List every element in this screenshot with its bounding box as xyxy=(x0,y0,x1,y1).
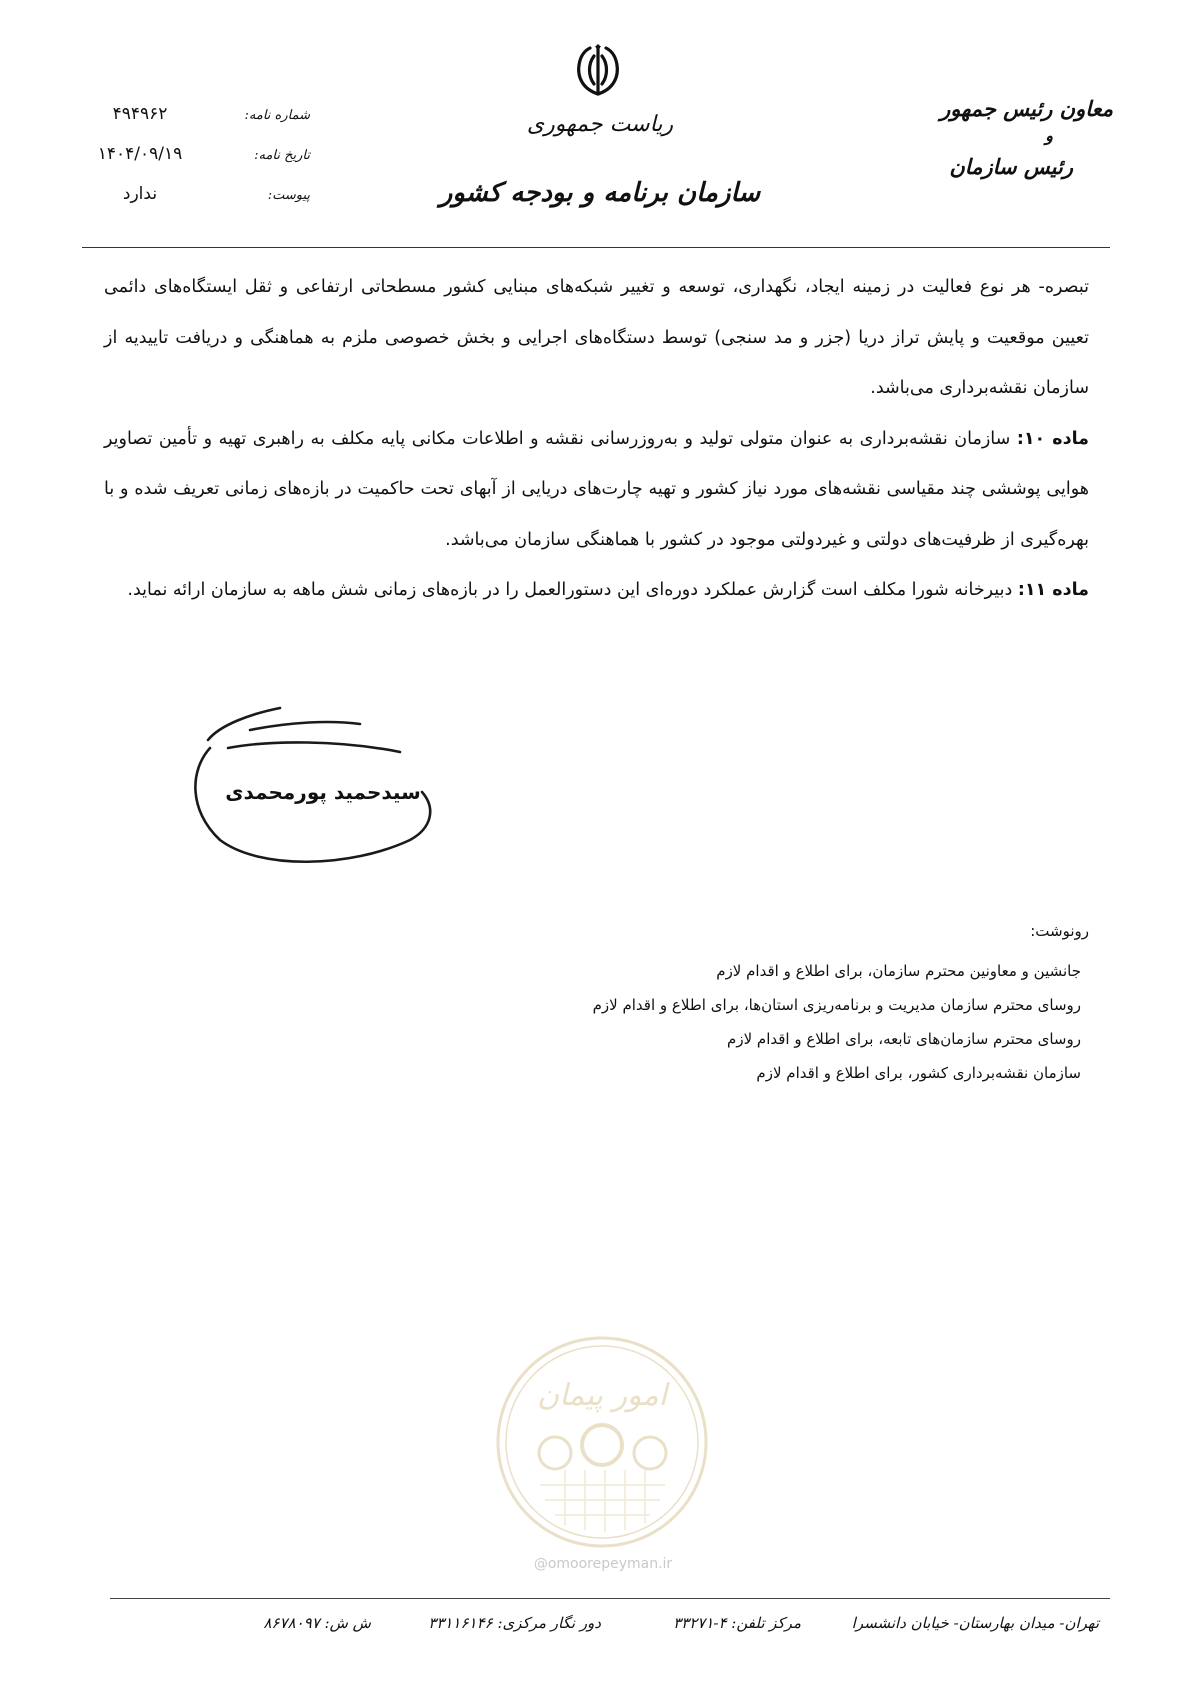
footer-fax: دور نگار مرکزی: ۳۳۱۱۶۱۴۶ xyxy=(428,1614,601,1632)
header-title-head: رئیس سازمان xyxy=(949,153,1073,179)
watermark-url: @omoorepeyman.ir xyxy=(533,1556,673,1572)
watermark-text: امور پیمان xyxy=(537,1378,667,1413)
copy-item: سازمان نقشه‌برداری کشور، برای اطلاع و اقدام لازم xyxy=(756,1064,1081,1082)
letter-meta xyxy=(80,104,310,224)
footer-phone: مرکز تلفن: ۴-۳۳۲۷۱ xyxy=(673,1614,801,1632)
footer-address: تهران- میدان بهارستان- خیابان دانشسرا xyxy=(851,1614,1099,1632)
copies-title: رونوشت: xyxy=(1030,922,1089,940)
article-11-text: دبیرخانه شورا مکلف است گزارش عملکرد دوره‌ای این دستورالعمل را در بازه‌های زمانی شش ماهه به سازمان ارائه نماید. xyxy=(127,580,1013,600)
header-center-organization: سازمان برنامه و بودجه کشور xyxy=(439,178,761,208)
header-title-vice-president: معاون رئیس جمهور xyxy=(940,96,1113,121)
copies-list xyxy=(593,954,1081,1090)
copy-item: جانشین و معاونین محترم سازمان، برای اطلاع و اقدام لازم xyxy=(716,962,1081,980)
article-10-text: سازمان نقشه‌برداری به عنوان متولی تولید و به‌روزرسانی نقشه و اطلاعات مکانی پایه مکلف به راهبری تهیه و تأمین تصاویر هوایی پوششی چند مقیاسی نقشه‌های مورد نیاز کشور و تهیه چارت‌های دریایی از آبهای تحت حاکمیت در بازه‌های زمانی تعریف شده و با بهره‌گیری از ظرفیت‌های دولتی و غیردولتی موجود در کشور با هماهنگی سازمان می‌باشد. xyxy=(104,428,1089,550)
watermark-logo-icon xyxy=(495,1335,710,1550)
meta-number-row xyxy=(80,104,310,144)
header-title-and: و xyxy=(1045,126,1053,146)
meta-date-value: ۱۴۰۴/۰۹/۱۹ xyxy=(97,144,183,164)
meta-number-label: شماره نامه: xyxy=(244,108,310,123)
header-divider xyxy=(82,247,1110,248)
article-10-title: ماده ۱۰: xyxy=(1016,428,1089,449)
article-11-paragraph xyxy=(104,565,1089,616)
article-10-paragraph xyxy=(104,414,1089,566)
meta-attachment-value: ندارد xyxy=(122,184,158,204)
letter-body xyxy=(104,262,1089,616)
footer-postal: ش ش: ۸۶۷۸۰۹۷ xyxy=(263,1614,371,1632)
signature-name: سیدحمید پورمحمدی xyxy=(225,780,421,804)
meta-attachment-label: پیوست: xyxy=(267,188,310,203)
note-paragraph: تبصره- هر نوع فعالیت در زمینه ایجاد، نگهداری، توسعه و تغییر شبکه‌های مبنایی کشور مسطحاتی ارتفاعی و ثقل ایستگاه‌های دائمی تعیین موقعیت و پایش تراز دریا (جزر و مد سنجی) توسط دستگاه‌های اجرایی و بخش خصوصی ملزم به هماهنگی و دریافت تاییدیه از سازمان نقشه‌برداری می‌باشد. xyxy=(104,277,1089,398)
meta-number-value: ۴۹۴۹۶۲ xyxy=(112,104,168,124)
copy-item: روسای محترم سازمان‌های تابعه، برای اطلاع و اقدام لازم xyxy=(727,1030,1081,1048)
header-center-presidency: ریاست جمهوری xyxy=(526,112,674,137)
footer-divider xyxy=(110,1598,1110,1599)
meta-date-row xyxy=(80,144,310,184)
meta-attachment-row xyxy=(80,184,310,224)
copy-item: روسای محترم سازمان مدیریت و برنامه‌ریزی استان‌ها، برای اطلاع و اقدام لازم xyxy=(592,996,1081,1014)
meta-date-label: تاریخ نامه: xyxy=(254,148,310,163)
article-11-title: ماده ۱۱: xyxy=(1017,580,1089,600)
header-right-titles xyxy=(853,95,1113,181)
emblem-icon xyxy=(568,42,628,100)
